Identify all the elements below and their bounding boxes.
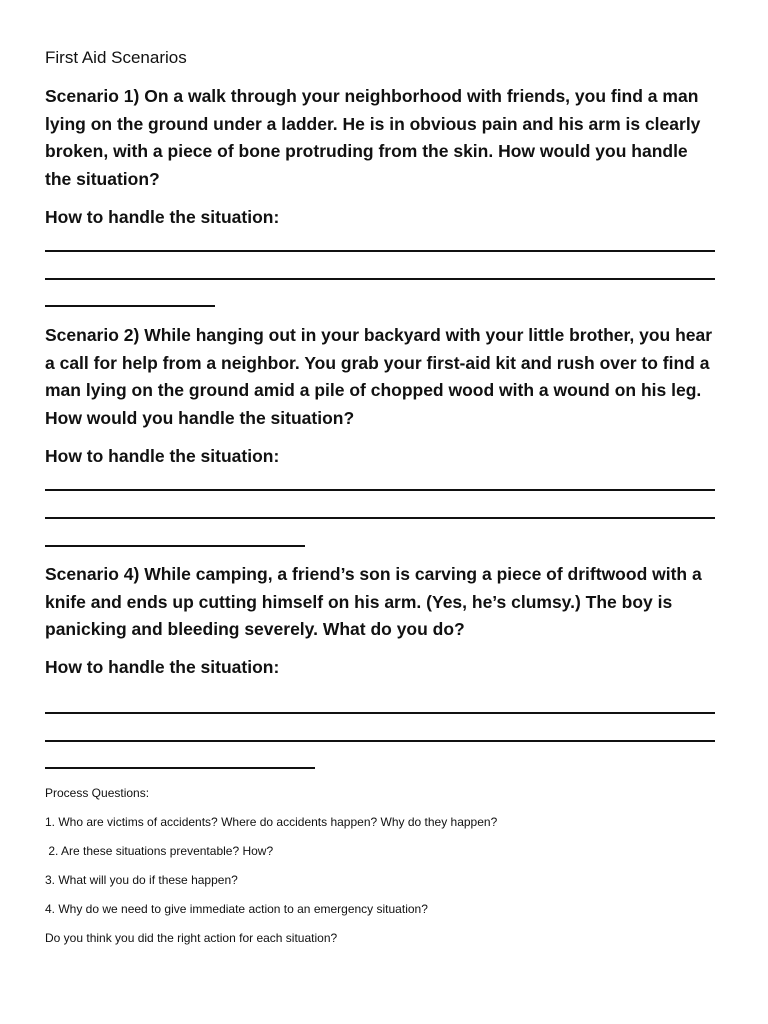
scenario-1-text: Scenario 1) On a walk through your neighborhood with friends, you find a man lying on the ground under a ladder. He is in obvious pain and his arm is clearly broken, with a piece of bone protruding from the skin. How would you handle the situation? [45,86,701,189]
scenario-2-text: Scenario 2) While hanging out in your backyard with your little brother, you hear a call for help from a neighbor. You grab your first-aid kit and rush over to find a man lying on the ground amid a pile of chopped wood with a wound on his leg. How would you handle the situation? [45,325,713,428]
scenario-1-answer-line-1[interactable] [45,250,715,252]
process-question-2: 2. Are these situations preventable? How? [45,844,274,858]
scenario-1-prompt: How to handle the situation: [45,207,280,227]
scenario-4-text: Scenario 4) While camping, a friend’s son is carving a piece of driftwood with a knife and ends up cutting himself on his arm. (Yes, he’s clumsy.) The boy is panicking and bleeding severely. What do you do? [45,564,702,639]
process-question-5: Do you think you did the right action for each situation? [45,931,338,945]
scenario-4-prompt: How to handle the situation: [45,657,280,677]
scenario-4-answer-line-3[interactable] [45,767,315,769]
process-question-1: 1. Who are victims of accidents? Where do accidents happen? Why do they happen? [45,815,498,829]
scenario-2-answer-line-3[interactable] [45,545,305,547]
page-title: First Aid Scenarios [45,48,187,67]
scenario-2-answer-line-2[interactable] [45,517,715,519]
scenario-4-answer-line-2[interactable] [45,740,715,742]
scenario-1-answer-line-2[interactable] [45,278,715,280]
scenario-2-prompt: How to handle the situation: [45,446,280,466]
process-question-3: 3. What will you do if these happen? [45,873,238,887]
scenario-4-answer-line-1[interactable] [45,712,715,714]
scenario-1-answer-line-3[interactable] [45,305,215,307]
scenario-2-answer-line-1[interactable] [45,489,715,491]
process-questions-heading: Process Questions: [45,786,150,800]
process-question-4: 4. Why do we need to give immediate action to an emergency situation? [45,902,428,916]
